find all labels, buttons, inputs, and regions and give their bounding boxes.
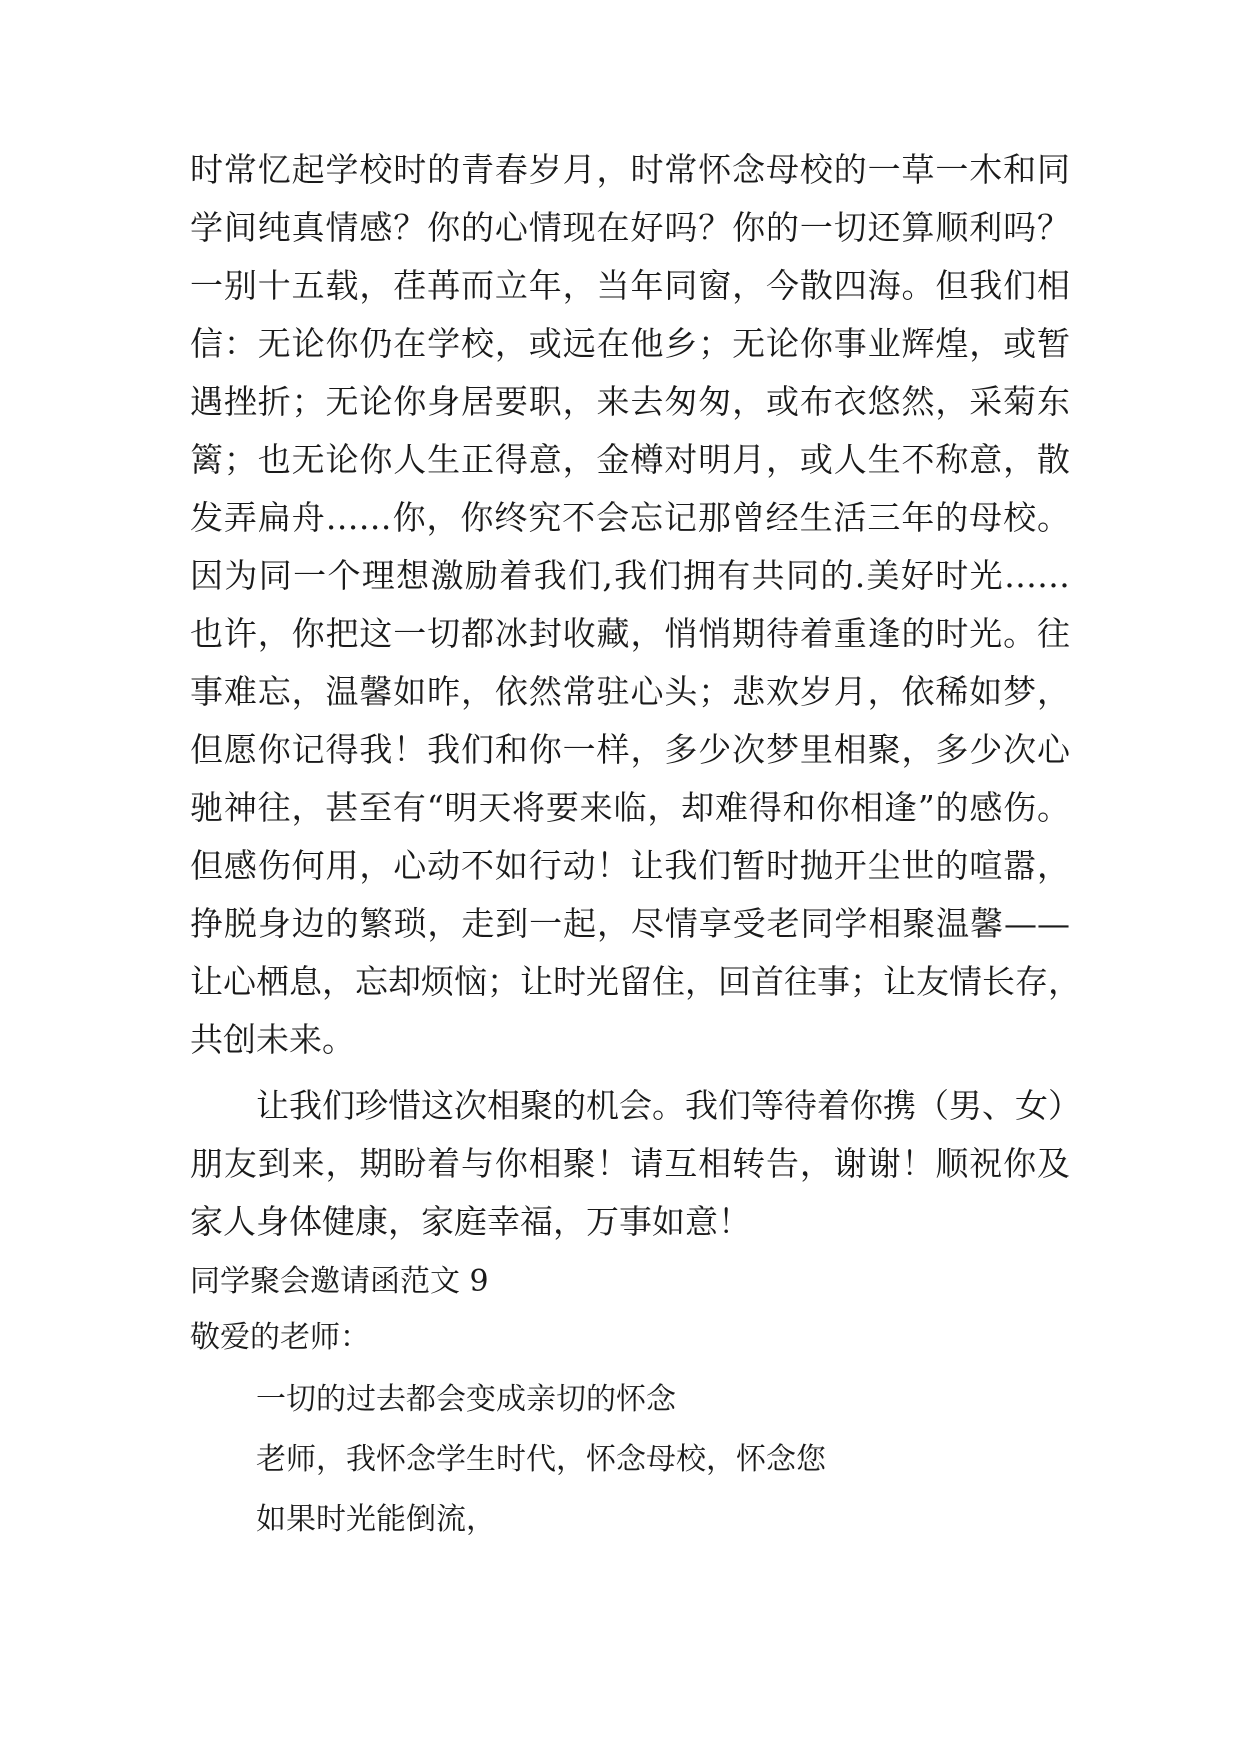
section-title: 同学聚会邀请函范文 9 — [190, 1264, 489, 1299]
paragraph-1-line: 信：无论你仍在学校，或远在他乡；无论你事业辉煌，或暂 — [190, 324, 1070, 363]
poem-line: 老师，我怀念学生时代，怀念母校，怀念您 — [256, 1442, 826, 1477]
paragraph-1-line: 时常忆起学校时的青春岁月，时常怀念母校的一草一木和同 — [190, 150, 1070, 189]
paragraph-1-line: 篱；也无论你人生正得意，金樽对明月，或人生不称意，散 — [190, 440, 1070, 479]
paragraph-2-line: 朋友到来，期盼着与你相聚！请互相转告，谢谢！顺祝你及 — [190, 1144, 1070, 1183]
paragraph-1-line: 让心栖息，忘却烦恼；让时光留住，回首往事；让友情长存， — [190, 962, 1081, 1001]
paragraph-1-line: 一别十五载，荏苒而立年，当年同窗，今散四海。但我们相 — [190, 266, 1070, 305]
paragraph-1-line: 驰神往，甚至有“明天将要来临，却难得和你相逢”的感伤。 — [190, 788, 1070, 827]
salutation: 敬爱的老师： — [190, 1320, 370, 1355]
paragraph-2-line: 让我们珍惜这次相聚的机会。我们等待着你携（男、女） — [256, 1086, 1081, 1125]
paragraph-1-line: 事难忘，温馨如昨，依然常驻心头；悲欢岁月，依稀如梦， — [190, 672, 1070, 711]
paragraph-1-line: 遇挫折；无论你身居要职，来去匆匆，或布衣悠然，采菊东 — [190, 382, 1070, 421]
poem-line: 一切的过去都会变成亲切的怀念 — [256, 1382, 676, 1417]
paragraph-1-line: 但感伤何用，心动不如行动！让我们暂时抛开尘世的喧嚣， — [190, 846, 1070, 885]
paragraph-1-line: 学间纯真情感？你的心情现在好吗？你的一切还算顺利吗？ — [190, 208, 1070, 247]
paragraph-1-line: 但愿你记得我！我们和你一样，多少次梦里相聚，多少次心 — [190, 730, 1070, 769]
paragraph-1-line: 也许，你把这一切都冰封收藏，悄悄期待着重逢的时光。往 — [190, 614, 1070, 653]
paragraph-1-line: 因为同一个理想激励着我们,我们拥有共同的.美好时光…… — [190, 556, 1070, 595]
paragraph-1-line: 发弄扁舟……你，你终究不会忘记那曾经生活三年的母校。 — [190, 498, 1070, 537]
poem-line: 如果时光能倒流， — [256, 1502, 496, 1537]
paragraph-2-line: 家人身体健康，家庭幸福，万事如意！ — [190, 1202, 751, 1241]
paragraph-1-line: 挣脱身边的繁琐，走到一起，尽情享受老同学相聚温馨—— — [190, 904, 1070, 943]
paragraph-1-line: 共创未来。 — [190, 1020, 355, 1059]
